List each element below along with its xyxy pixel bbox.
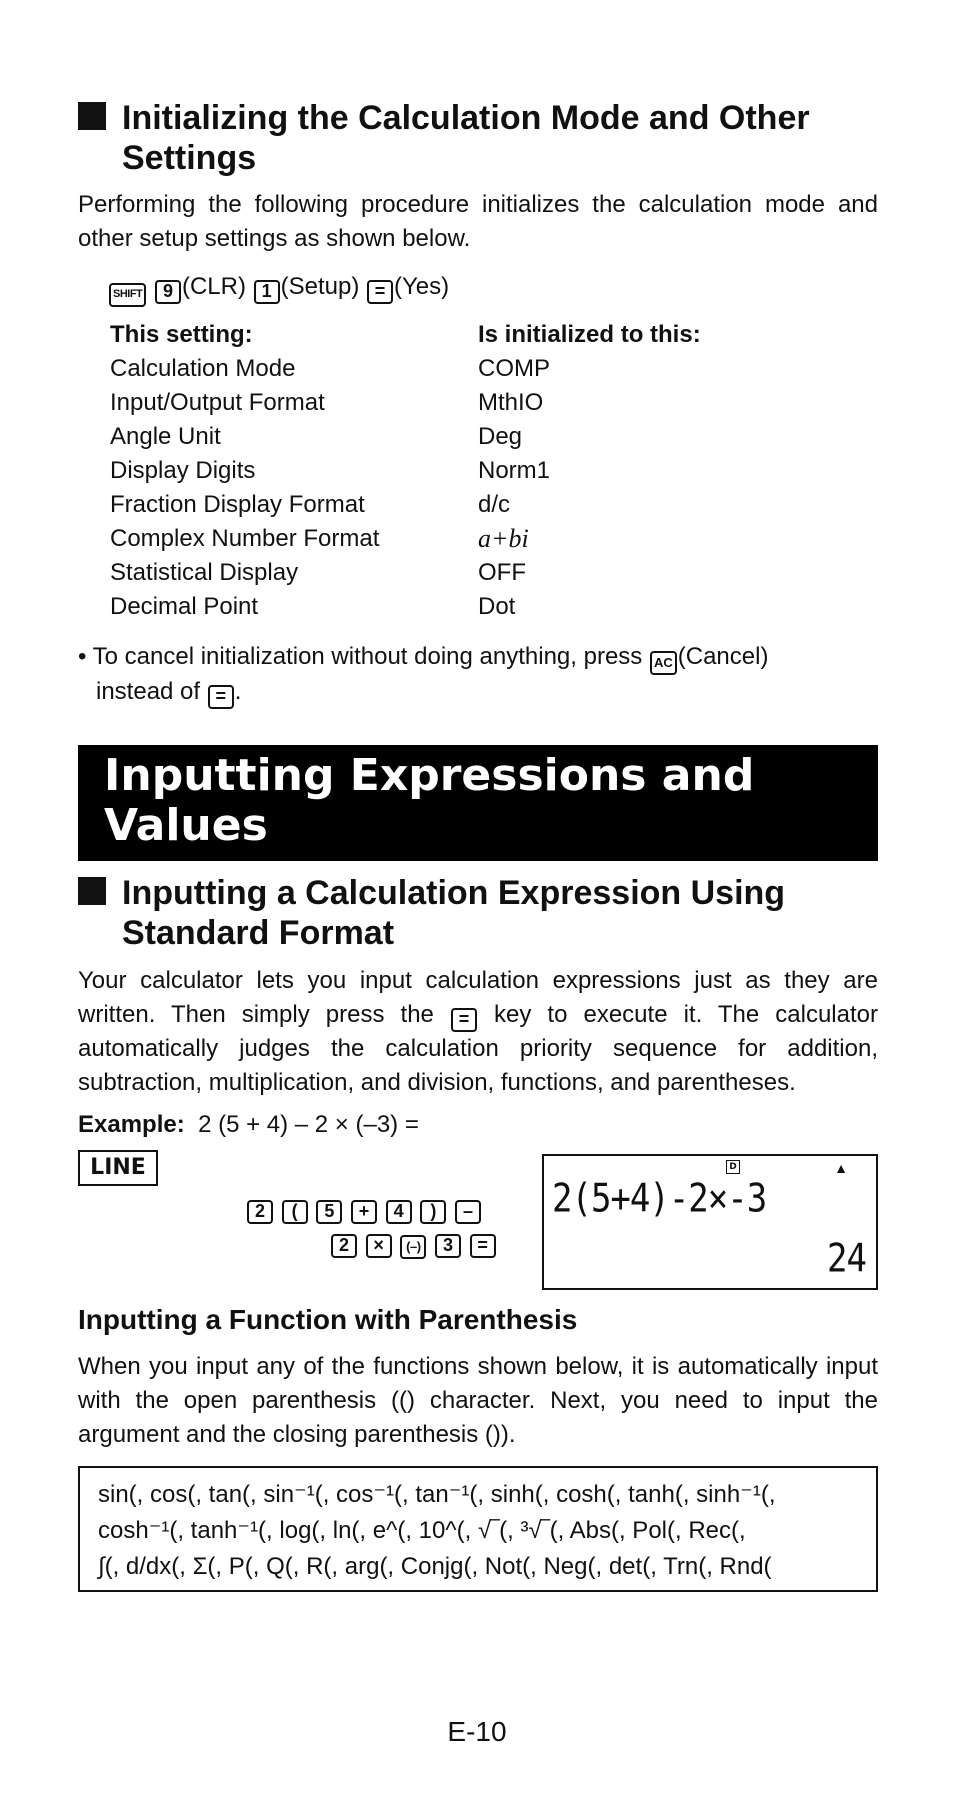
yes-label: (Yes) [394,273,450,300]
init-key-sequence [108,272,449,307]
ac-key-icon: AC [650,651,677,675]
subsection-title-function-parenthesis: Inputting a Function with Parenthesis [78,1304,578,1335]
example-line: Example: 2 (5 + 4) – 2 × (–3) = [78,1111,419,1138]
table-row: Decimal Point Dot [110,593,516,620]
three-key-icon: 3 [435,1234,461,1258]
settings-table [110,318,810,624]
up-arrow-indicator-icon: ▲ [834,1160,848,1176]
calculator-display [542,1154,878,1290]
table-row: Calculation Mode COMP [110,355,550,382]
equals-key-icon: = [208,685,234,709]
table-row: Angle Unit Deg [110,423,523,450]
function-list-line1: sin(, cos(, tan(, sin⁻¹(, cos⁻¹(, tan⁻¹(, sinh(, cosh(, tanh(, sinh⁻¹(, [98,1481,776,1508]
five-key-icon: 5 [316,1200,342,1224]
nine-key-icon: 9 [155,280,181,304]
table-row: Input/Output Format MthIO [110,389,544,416]
open-paren-key-icon: ( [282,1200,308,1224]
function-list-box [78,1466,878,1592]
equals-key-icon: = [470,1234,496,1258]
setup-label: (Setup) [280,273,360,300]
plus-key-icon: + [351,1200,377,1224]
intro-paragraph: Performing the following procedure initializes the calculation mode and other setup settings as shown below. [78,191,878,252]
cancel-note: • To cancel initialization without doing anything, press AC (Cancel) instead of = . [78,640,878,709]
equals-key-icon: = [451,1008,477,1032]
chapter-title: Inputting Expressions and Values [104,750,755,851]
equals-key-icon: = [367,280,393,304]
settings-table-header: This setting: Is initialized to this: [110,321,701,348]
display-result: 24 [827,1236,866,1282]
close-paren-key-icon: ) [420,1200,446,1224]
chapter-banner [78,745,878,861]
function-list-line3: ∫(, d/dx(, Σ(, P(, Q(, R(, arg(, Conjg(, Not(, Neg(, det(, Trn(, Rnd( [98,1553,772,1580]
minus-key-icon: – [455,1200,481,1224]
table-row: Statistical Display OFF [110,559,526,586]
multiply-key-icon: × [366,1234,392,1258]
one-key-icon: 1 [254,280,280,304]
clr-label: (CLR) [181,273,246,300]
function-paragraph: When you input any of the functions shown below, it is automatically input with the open parenthesis (() character. Next, you need to input the argument and the closing parenthesis ()). [78,1353,878,1448]
negative-key-icon: (–) [400,1235,426,1259]
section-title-standard-format: Inputting a Calculation Expression Using Standard Format [78,873,878,953]
example-keys-row2 [330,1226,497,1259]
example-keys-row1 [246,1192,482,1224]
table-row: Complex Number Format a+bi [110,524,529,553]
display-expression: 2(5+4)-2×-3 [552,1176,767,1222]
section-bullet-square [78,877,106,905]
function-list-line2: cosh⁻¹(, tanh⁻¹(, log(, ln(, e^(, 10^(, √‾(, ³√‾(, Abs(, Pol(, Rec(, [98,1517,746,1544]
shift-key-icon: SHIFT [109,283,146,307]
table-row: Display Digits Norm1 [110,457,551,484]
section-title-initializing: Initializing the Calculation Mode and Other Settings [78,98,878,178]
page-number: E-10 [447,1716,507,1747]
two-key-icon: 2 [331,1234,357,1258]
four-key-icon: 4 [386,1200,412,1224]
table-row: Fraction Display Format d/c [110,491,511,518]
line-mode-badge: LINE [78,1150,158,1186]
section-bullet-square [78,102,106,130]
degree-indicator-icon: D [726,1160,740,1174]
two-key-icon: 2 [247,1200,273,1224]
standard-format-paragraph: Your calculator lets you input calculation expressions just as they are written. Then simply press the = key to execute it. The calculator automatically judges the calculation priority sequence for addition, subtraction, multiplication, and division, functions, and parentheses. [78,967,878,1096]
